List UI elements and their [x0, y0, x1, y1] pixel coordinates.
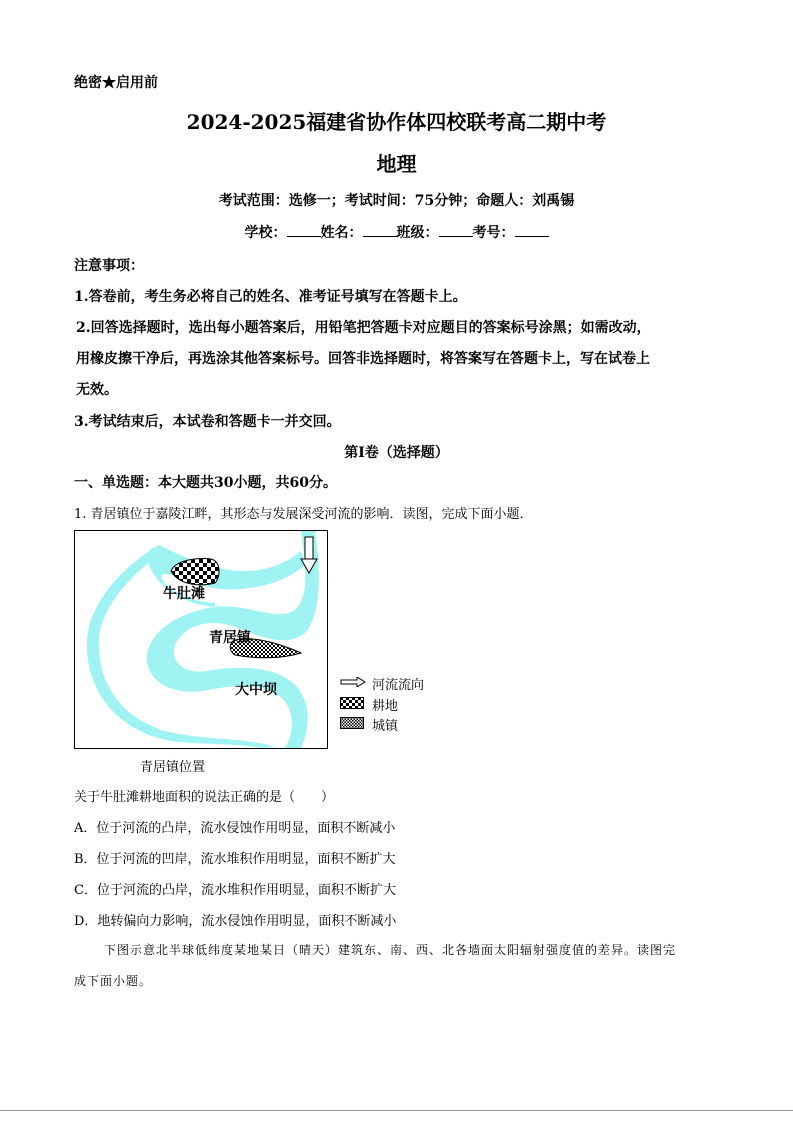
map-caption: 青居镇位置	[140, 760, 206, 775]
option-c: C．位于河流的凸岸，流水堆积作用明显，面积不断扩大	[74, 883, 396, 898]
class-field-label: 班级：	[396, 225, 439, 241]
note-2-line-1: 2.回答选择题时，选出每小题答案后，用铅笔把答题卡对应题目的答案标号涂黑；如需改动，	[76, 320, 651, 336]
school-blank	[287, 224, 321, 237]
option-b: B．位于河流的凹岸，流水堆积作用明显，面积不断扩大	[74, 852, 396, 867]
legend-farmland-label: 耕地	[372, 699, 399, 714]
notes-heading: 注意事项：	[74, 258, 144, 274]
note-3: 3.考试结束后，本试卷和答题卡一并交回。	[74, 414, 341, 430]
school-field-label: 学校：	[244, 225, 287, 241]
qingju-town-map	[74, 530, 328, 749]
farmland-pattern-icon	[340, 697, 364, 709]
secret-label: 绝密★启用前	[74, 75, 158, 91]
question-1-intro: 1. 青居镇位于嘉陵江畔，其形态与发展深受河流的影响．读图，完成下面小题．	[74, 507, 533, 522]
qingjuzhen-label: 青居镇	[209, 630, 251, 646]
exam-title: 2024-2025福建省协作体四校联考高二期中考	[186, 110, 607, 134]
exam-info: 考试范围：选修一；考试时间：75分钟；命题人：刘禹锡	[218, 193, 575, 209]
option-a: A．位于河流的凸岸，流水侵蚀作用明显，面积不断减小	[74, 821, 396, 836]
name-blank	[363, 224, 397, 237]
note-1: 1.答卷前，考生务必将自己的姓名、准考证号填写在答题卡上。	[74, 289, 467, 305]
exam-number-blank	[515, 224, 549, 237]
river-map-svg	[75, 531, 327, 748]
option-d: D．地转偏向力影响，流水侵蚀作用明显，面积不断减小	[74, 914, 397, 929]
dazhongba-label: 大中坝	[235, 682, 277, 698]
legend-flow-label: 河流流向	[372, 678, 425, 693]
page-bottom-rule	[0, 1110, 793, 1111]
legend-farmland-row	[340, 697, 399, 714]
question-1-stem: 关于牛肚滩耕地面积的说法正确的是（ ）	[74, 790, 335, 805]
river-flow-arrow-icon	[340, 677, 366, 687]
next-question-intro-line-2: 成下面小题。	[74, 974, 153, 988]
class-blank	[439, 224, 473, 237]
section-title: 第Ⅰ卷（选择题）	[344, 445, 449, 461]
note-2-line-3: 无效。	[76, 382, 118, 398]
legend-flow-row	[340, 676, 425, 693]
subject-title: 地理	[376, 152, 417, 176]
legend-town-label: 城镇	[372, 719, 399, 734]
legend-town-row	[340, 717, 399, 734]
exam-number-field-label: 考号：	[472, 225, 515, 241]
student-fields	[0, 222, 793, 242]
niuduitan-label: 牛肚滩	[163, 586, 205, 602]
name-field-label: 姓名：	[320, 225, 363, 241]
town-pattern-icon	[340, 717, 364, 729]
part-one-heading: 一、单选题：本大题共30小题，共60分。	[74, 475, 337, 491]
note-2-line-2: 用橡皮擦干净后，再选涂其他答案标号。回答非选择题时，将答案写在答题卡上，写在试卷上	[76, 351, 650, 367]
next-question-intro-line-1: 下图示意北半球低纬度某地某日（晴天）建筑东、南、西、北各墙面太阳辐射强度值的差异。读图完	[104, 943, 677, 957]
